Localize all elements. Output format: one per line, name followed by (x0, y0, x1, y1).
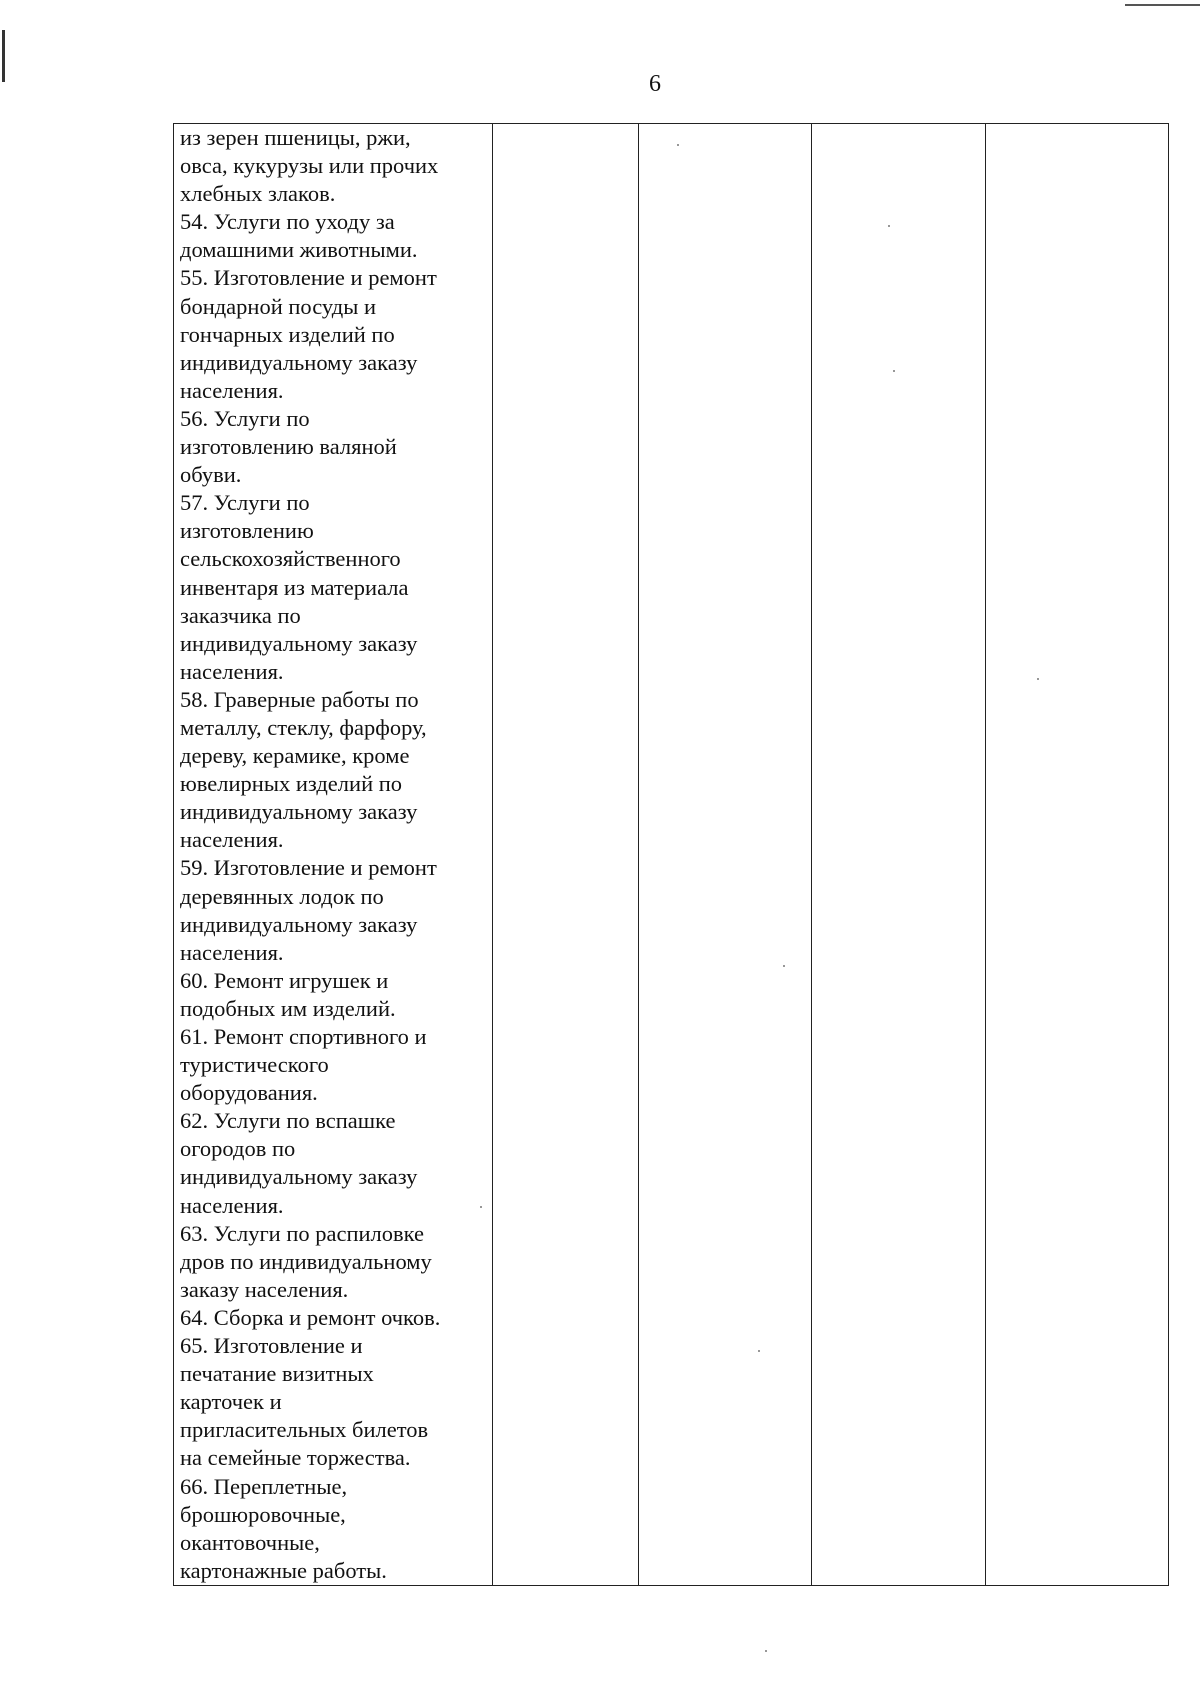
empty-cell-5 (986, 124, 1169, 1586)
scan-speck (765, 1650, 767, 1652)
scan-speck (677, 144, 679, 146)
page-number: 6 (649, 71, 661, 97)
scan-speck (783, 965, 785, 967)
scan-edge-line (1125, 4, 1200, 6)
services-table (173, 123, 1169, 1586)
scan-speck (480, 1206, 482, 1208)
services-list-text: из зерен пшеницы, ржи, овса, кукурузы или прочих хлебных злаков. 54. Услуги по уходу за домашними животными. 55. Изготовление и ремонт бондарной посуды и гончарных изделий по индивидуальному заказу населения. 56. Услуги по изготовлению валяной обуви. 57. Услуги по изготовлению сельскохозяйственного инвентаря из материала заказчика по индивидуальному заказу населения. 58. Граверные работы по металлу, стеклу, фарфору, дереву, керамике, кроме ювелирных изделий по индивидуальному заказу населения. 59. Изготовление и ремонт деревянных лодок по индивидуальному заказу населения. 60. Ремонт игрушек и подобных им изделий. 61. Ремонт спортивного и туристического оборудования. 62. Услуги по вспашке огородов по индивидуальному заказу населения. 63. Услуги по распиловке дров по индивидуальному заказу населения. 64. Сборка и ремонт очков. 65. Изготовление и печатание визитных карточек и пригласительных билетов на семейные торжества. 66. Переплетные, брошюровочные, окантовочные, картонажные работы. (180, 125, 441, 1583)
scan-speck (1037, 678, 1039, 680)
scan-speck (888, 225, 890, 227)
table-row (174, 124, 1169, 1586)
scan-speck (893, 370, 895, 372)
empty-cell-3 (639, 124, 812, 1586)
scan-speck (758, 1350, 760, 1352)
services-list-cell (174, 124, 493, 1586)
empty-cell-2 (493, 124, 639, 1586)
empty-cell-4 (812, 124, 986, 1586)
